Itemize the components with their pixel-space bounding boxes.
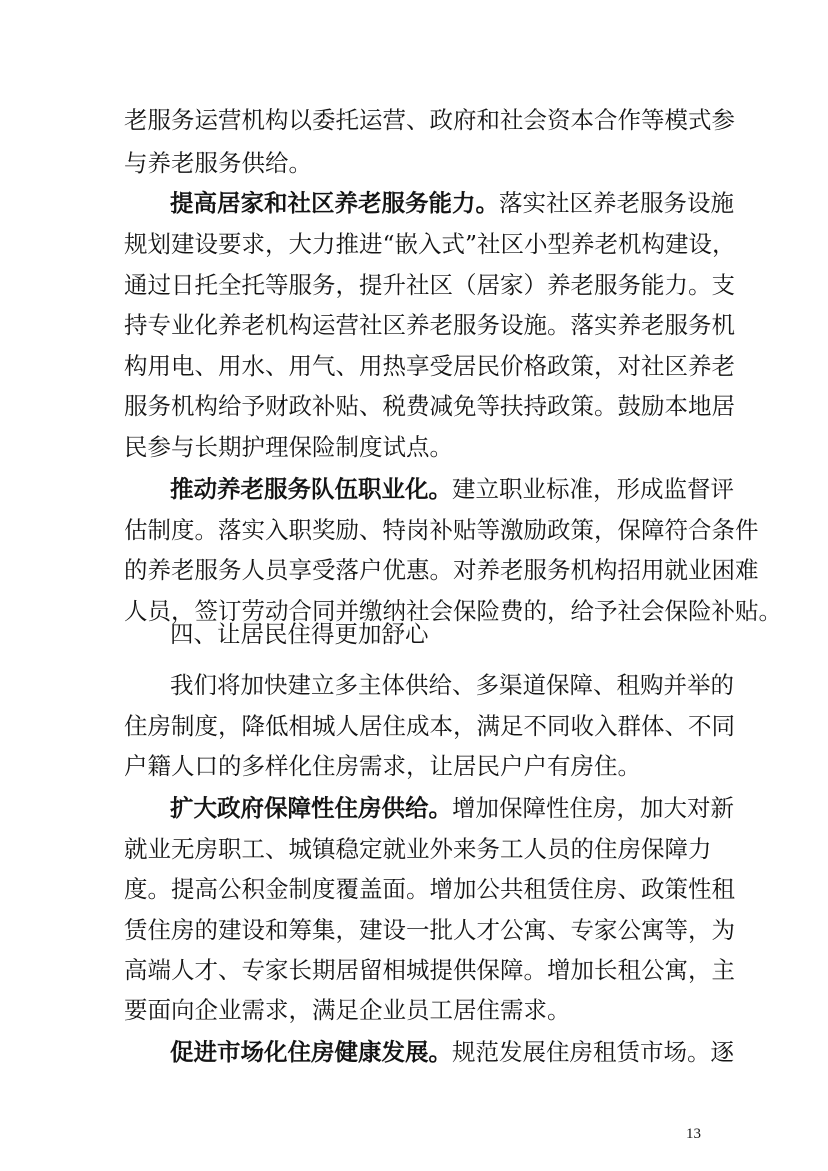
paragraph-lead: 促进市场化住房健康发展。	[170, 1038, 452, 1066]
text-line: 人员，签订劳动合同并缴纳社会保险费的，给予社会保险补贴。	[124, 597, 782, 625]
text-run: 规范发展住房租赁市场。逐	[452, 1038, 734, 1066]
paragraph-first-line	[170, 1032, 734, 1072]
text-run: 建立职业标准，形成监督评	[452, 475, 734, 503]
text-line: 与养老服务供给。	[124, 149, 312, 177]
text-line: 赁住房的建设和筹集，建设一批人才公寓、专家公寓等，为	[124, 916, 735, 944]
paragraph-lead: 推动养老服务队伍职业化。	[170, 475, 452, 503]
text-line: 持专业化养老机构运营社区养老服务设施。落实养老服务机	[124, 311, 735, 339]
text-line: 规划建设要求，大力推进“嵌入式”社区小型养老机构建设，	[124, 230, 736, 258]
text-run: 增加保障性住房，加大对新	[452, 794, 734, 822]
paragraph-first-line	[170, 788, 734, 828]
text-line: 服务机构给予财政补贴、税费减免等扶持政策。鼓励本地居	[124, 392, 735, 420]
text-line: 高端人才、专家长期居留相城提供保障。增加长租公寓，主	[124, 956, 735, 984]
page-number: 13	[686, 1126, 701, 1142]
text-line: 我们将加快建立多主体供给、多渠道保障、租购并举的	[170, 671, 734, 699]
section-heading: 四、让居民住得更加舒心	[170, 620, 429, 648]
text-line: 度。提高公积金制度覆盖面。增加公共租赁住房、政策性租	[124, 875, 735, 903]
text-line: 要面向企业需求，满足企业员工居住需求。	[124, 996, 571, 1024]
paragraph-first-line	[170, 469, 734, 509]
text-line: 估制度。落实入职奖励、特岗补贴等激励政策，保障符合条件	[124, 516, 759, 544]
paragraph-first-line	[170, 183, 734, 223]
text-line: 住房制度，降低相城人居住成本，满足不同收入群体、不同	[124, 712, 735, 740]
paragraph-lead: 扩大政府保障性住房供给。	[170, 794, 452, 822]
text-line: 构用电、用水、用气、用热享受居民价格政策，对社区养老	[124, 352, 735, 380]
text-line: 户籍人口的多样化住房需求，让居民户户有房住。	[124, 752, 641, 780]
paragraph-lead: 提高居家和社区养老服务能力。	[170, 189, 499, 217]
text-line: 通过日托全托等服务，提升社区（居家）养老服务能力。支	[124, 271, 735, 299]
text-line: 民参与长期护理保险制度试点。	[124, 433, 453, 461]
text-line: 老服务运营机构以委托运营、政府和社会资本合作等模式参	[124, 106, 735, 134]
text-line: 的养老服务人员享受落户优惠。对养老服务机构招用就业困难	[124, 556, 759, 584]
text-line: 就业无房职工、城镇稳定就业外来务工人员的住房保障力	[124, 835, 712, 863]
text-run: 落实社区养老服务设施	[499, 189, 734, 217]
